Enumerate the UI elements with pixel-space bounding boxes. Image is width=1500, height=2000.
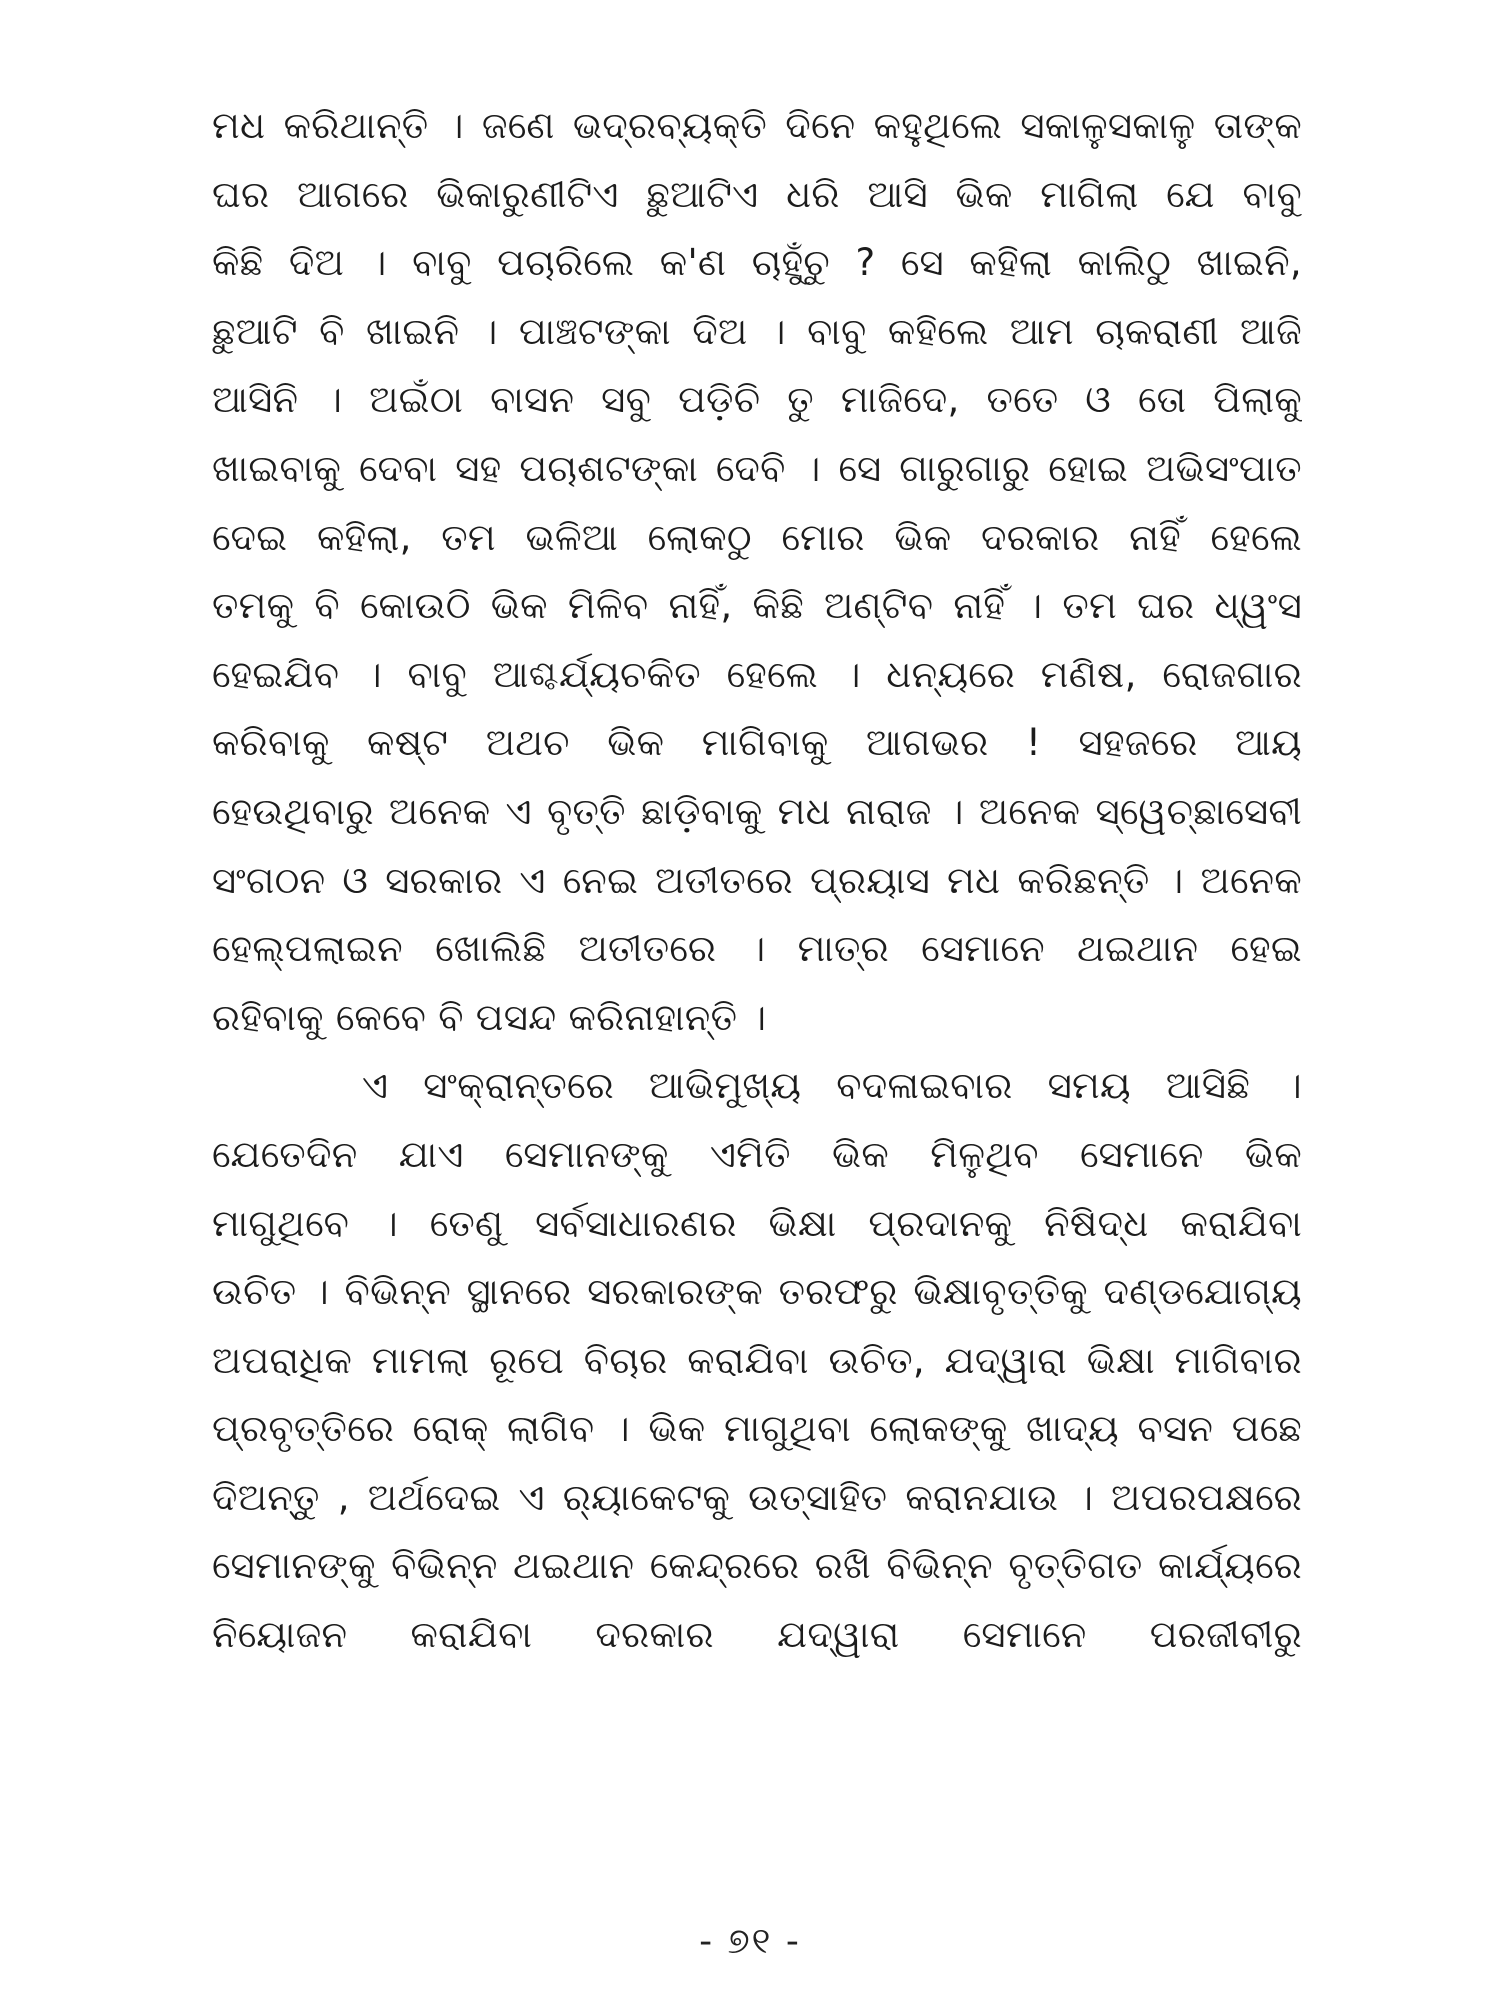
body-text	[212, 92, 1302, 1670]
text-line: କରିବାକୁ କଷ୍ଟ ଅଥଚ ଭିକ ମାଗିବାକୁ ଆଗଭର ! ସହଜରେ ଆୟ	[212, 721, 1302, 765]
text-line: ଆସିନି । ଅଇଁଠା ବାସନ ସବୁ ପଡ଼ିଚି ତୁ ମାଜିଦେ, ତତେ ଓ ତୋ ପିଲାକୁ	[212, 378, 1302, 422]
text-line: ରହିବାକୁ କେବେ ବି ପସନ୍ଦ କରିନାହାନ୍ତି ।	[212, 995, 767, 1039]
text-line: ନିୟୋଜନ କରାଯିବା ଦରକାର ଯଦ୍ୱାରା ସେମାନେ ପରଜୀବୀରୁ	[212, 1613, 1302, 1657]
text-line: କିଛି ଦିଅ । ବାବୁ ପଚାରିଲେ କ'ଣ ଚାହୁଁଚୁ ? ସେ କହିଲା କାଲିଠୁ ଖାଇନି,	[212, 241, 1302, 285]
text-line: ସଂଗଠନ ଓ ସରକାର ଏ ନେଇ ଅତୀତରେ ପ୍ରୟାସ ମଧ କରିଛନ୍ତି । ଅନେକ	[212, 858, 1302, 902]
text-line: ଛୁଆଟି ବି ଖାଇନି । ପାଞ୍ଚଟଙ୍କା ଦିଅ । ବାବୁ କହିଲେ ଆମ ଚାକରାଣୀ ଆଜି	[212, 309, 1302, 353]
text-line: ଯେତେଦିନ ଯାଏ ସେମାନଙ୍କୁ ଏମିତି ଭିକ ମିଳୁଥିବ ସେମାନେ ଭିକ	[212, 1132, 1302, 1176]
text-line: ମଧ କରିଥାନ୍ତି । ଜଣେ ଭଦ୍ରବ୍ୟକ୍ତି ଦିନେ କହୁଥିଲେ ସକାଳୁସକାଳୁ ତାଙ୍କ	[212, 104, 1302, 147]
paragraph-1	[212, 92, 1302, 1052]
text-line: ସେମାନଙ୍କୁ ବିଭିନ୍ନ ଥଇଥାନ କେନ୍ଦ୍ରରେ ରଖି ବିଭିନ୍ନ ବୃତ୍ତିଗତ କାର୍ଯ୍ୟରେ	[212, 1544, 1302, 1588]
text-line: ଉଚିତ । ବିଭିନ୍ନ ସ୍ଥାନରେ ସରକାରଙ୍କ ତରଫରୁ ଭିକ୍ଷାବୃତ୍ତିକୁ ଦଣ୍ଡଯୋଗ୍ୟ	[212, 1270, 1302, 1314]
paragraph-2	[212, 1052, 1302, 1669]
page-number: - ୭୧ -	[699, 1921, 801, 1962]
text-line: ହେଇଯିବ । ବାବୁ ଆଶ୍ଚର୍ଯ୍ୟଚକିତ ହେଲେ । ଧନ୍ୟରେ ମଣିଷ, ରୋଜଗାର	[212, 652, 1302, 696]
text-line: ମାଗୁଥିବେ । ତେଣୁ ସର୍ବସାଧାରଣର ଭିକ୍ଷା ପ୍ରଦାନକୁ ନିଷିଦ୍ଧ କରାଯିବା	[212, 1201, 1302, 1245]
text-line: ତମକୁ ବି କୋଉଠି ଭିକ ମିଳିବ ନାହିଁ, କିଛି ଅଣ୍ଟିବ ନାହିଁ । ତମ ଘର ଧ୍ୱଂସ	[212, 584, 1302, 628]
text-line: ଦେଇ କହିଲା, ତମ ଭଳିଆ ଲୋକଠୁ ମୋର ଭିକ ଦରକାର ନାହିଁ ହେଲେ	[212, 515, 1302, 559]
text-line: ଅପରାଧିକ ମାମଲା ରୂପେ ବିଚାର କରାଯିବା ଉଚିତ, ଯଦ୍ୱାରା ଭିକ୍ଷା ମାଗିବାର	[212, 1338, 1302, 1382]
text-line: ଖାଇବାକୁ ଦେବା ସହ ପଚାଶଟଙ୍କା ଦେବି । ସେ ଗାରୁଗାରୁ ହୋଇ ଅଭିସଂପାତ	[212, 446, 1302, 490]
text-line: ଏ ସଂକ୍ରାନ୍ତରେ ଆଭିମୁଖ୍ୟ ବଦଳାଇବାର ସମୟ ଆସିଛି ।	[362, 1064, 1302, 1108]
text-line: ଦିଅନ୍ତୁ , ଅର୍ଥଦେଇ ଏ ର୍‍ୟାକେଟକୁ ଉତ୍ସାହିତ କରାନଯାଉ । ଅପରପକ୍ଷରେ	[212, 1475, 1302, 1519]
text-line: ପ୍ରବୃତ୍ତିରେ ରୋକ୍ ଲାଗିବ । ଭିକ ମାଗୁଥିବା ଲୋକଙ୍କୁ ଖାଦ୍ୟ ବସନ ପଛେ	[212, 1407, 1302, 1451]
text-line: ହେଉଥିବାରୁ ଅନେକ ଏ ବୃତ୍ତି ଛାଡ଼ିବାକୁ ମଧ ନାରାଜ । ଅନେକ ସ୍ୱେଚ୍ଛାସେବୀ	[212, 789, 1302, 833]
text-line: ଘର ଆଗରେ ଭିକାରୁଣୀଟିଏ ଛୁଆଟିଏ ଧରି ଆସି ଭିକ ମାଗିଲା ଯେ ବାବୁ	[212, 172, 1302, 216]
text-line: ହେଲ୍‌ପଲାଇନ ଖୋଲିଛି ଅତୀତରେ । ମାତ୍ର ସେମାନେ ଥଇଥାନ ହେଇ	[212, 927, 1302, 971]
